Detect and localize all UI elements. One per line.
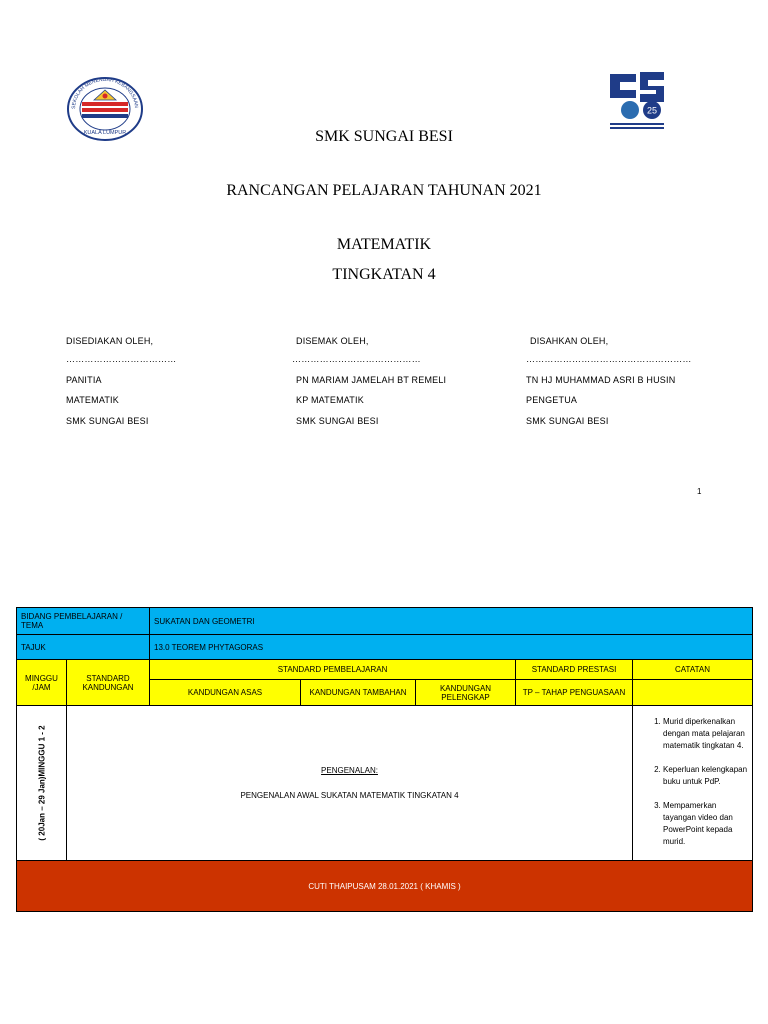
header-minggu: MINGGU /JAM	[17, 660, 67, 706]
signature-role: DISAHKAN OLEH,	[530, 336, 609, 346]
page-number: 1	[697, 487, 702, 496]
list-item: 3. Mempamerkan tayangan video dan PowerPoint kepada murid.	[663, 800, 748, 848]
signature-position: KP MATEMATIK	[296, 395, 364, 405]
week-cell	[17, 706, 67, 861]
list-item: 1. Murid diperkenalkan dengan mata pelajaran matematik tingkatan 4.	[663, 716, 748, 752]
holiday-row: CUTI THAIPUSAM 28.01.2021 ( KHAMIS )	[17, 861, 753, 912]
table-row	[17, 608, 753, 635]
tajuk-value: 13.0 TEOREM PHYTAGORAS	[150, 635, 753, 660]
header-kandungan-asas: KANDUNGAN ASAS	[150, 680, 301, 706]
school-name: SMK SUNGAI BESI	[315, 128, 453, 145]
logo-badge-number: 25	[646, 105, 658, 116]
header-tp: TP – TAHAP PENGUASAAN	[516, 680, 633, 706]
week-label: ( 20Jan – 29 Jan)MINGGU 1 - 2	[37, 725, 46, 841]
header-standard-pembelajaran: STANDARD PEMBELAJARAN	[150, 660, 516, 680]
table-row	[17, 660, 753, 680]
bidang-value: SUKATAN DAN GEOMETRI	[150, 608, 753, 635]
header-standard-kandungan: STANDARD KANDUNGAN	[67, 660, 150, 706]
signature-line: ………………………………………………	[526, 354, 692, 364]
signature-name: TN HJ MUHAMMAD ASRI B HUSIN	[526, 375, 676, 385]
table-row	[17, 706, 753, 861]
logo-ring-text: SEKOLAH MENENGAH KEBANGSAAN	[70, 76, 140, 110]
signature-position: MATEMATIK	[66, 395, 119, 405]
pengenalan-title: PENGENALAN:	[321, 766, 378, 775]
signature-name: PN MARIAM JAMELAH BT REMELI	[296, 375, 447, 385]
table-row	[17, 861, 753, 912]
form-title: TINGKATAN 4	[332, 266, 436, 283]
table-row	[17, 635, 753, 660]
tajuk-label: TAJUK	[17, 635, 150, 660]
signature-role: DISEMAK OLEH,	[296, 336, 369, 346]
signature-school: SMK SUNGAI BESI	[526, 416, 609, 426]
organisation-logo	[606, 68, 666, 134]
signature-school: SMK SUNGAI BESI	[296, 416, 379, 426]
document-title: RANCANGAN PELAJARAN TAHUNAN 2021	[226, 182, 542, 199]
header-empty	[633, 680, 753, 706]
header-kandungan-tambahan: KANDUNGAN TAMBAHAN	[301, 680, 416, 706]
signature-line: ……………………………………	[292, 354, 421, 364]
signature-role: DISEDIAKAN OLEH,	[66, 336, 154, 346]
signature-name: PANITIA	[66, 375, 102, 385]
pengenalan-cell	[67, 706, 633, 861]
signature-school: SMK SUNGAI BESI	[66, 416, 149, 426]
logo-location-text: KUALA LUMPUR	[83, 130, 127, 136]
pengenalan-text: PENGENALAN AWAL SUKATAN MATEMATIK TINGKATAN 4	[240, 791, 459, 800]
subject-title: MATEMATIK	[336, 236, 432, 253]
list-item: 2. Keperluan kelengkapan buku untuk PdP.	[663, 764, 748, 788]
header-kandungan-pelengkap: KANDUNGAN PELENGKAP	[416, 680, 516, 706]
bidang-label: BIDANG PEMBELAJARAN / TEMA	[17, 608, 150, 635]
catatan-cell	[633, 706, 753, 861]
signature-position: PENGETUA	[526, 395, 578, 405]
header-catatan: CATATAN	[633, 660, 753, 680]
lesson-plan-table	[16, 607, 753, 912]
catatan-list	[637, 716, 748, 848]
signature-line: ………………………………	[66, 354, 177, 364]
header-standard-prestasi: STANDARD PRESTASI	[516, 660, 633, 680]
